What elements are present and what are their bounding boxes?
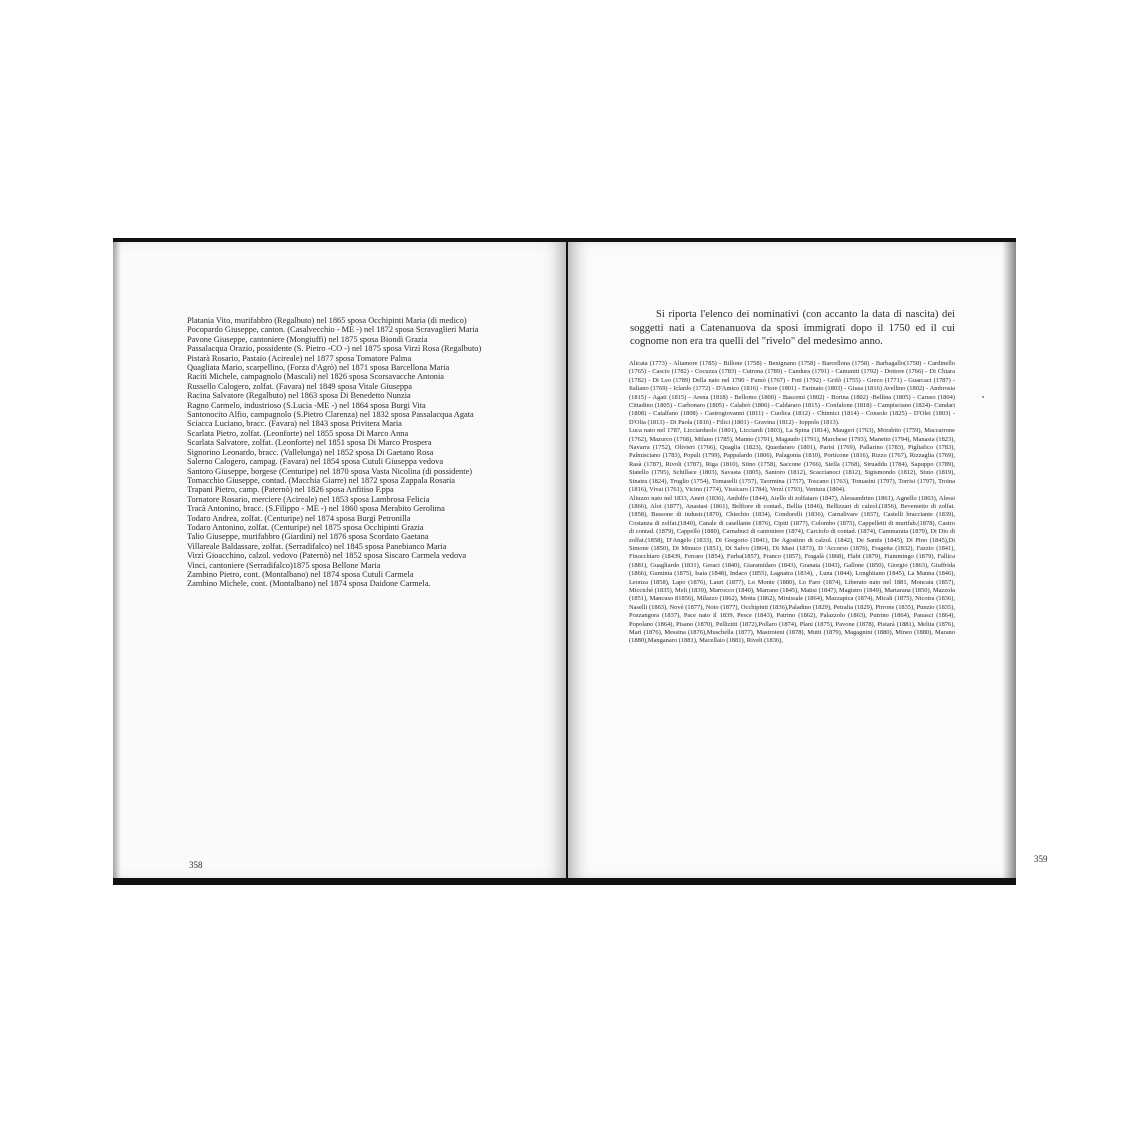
page-edge-shadow	[1002, 242, 1016, 878]
list-item: Talio Giuseppe, murifabbro (Giardini) nel 1876 sposa Scordato Gaetana	[187, 532, 429, 542]
list-item: Santonocito Alfio, campagnolo (S.Pietro Clarenza) nel 1832 sposa Passalacqua Agata	[187, 410, 474, 420]
surname-list	[629, 360, 955, 646]
book-spread	[113, 238, 1048, 885]
list-item: Tornatore Rosario, merciere (Acireale) nel 1853 sposa Lambrosa Felicia	[187, 494, 430, 504]
name-paragraph: Luca nato nel 1787, Licciarduolo (1801), Licciardi (1803), La Spina (1814), Maugeri (1763), Morabito (1759), Maccarrone (1762), Mazurco (1768), Milano (1785), Manno (1791), Magaudo (1791), Marchese (1793), Manetto (1794), Manasia (1823), Navarra (1752), Olivieri (1766), Quaglia (1823), Quardararo (1801), Parisi (1769), Pallarino (1783), Pigliafico (1783), Palmisciano (1783), Populi (1799), Pappalardo (1806), Palagonia (1810), Porticone (1816), Rizzo (1767), Rizzaglia (1769), Rasà (1787), Rivoli (1787), Riga (1810), Siino (1758), Saccone (1766), Stella (1768), Siruaddu (1784), Sapuppo (1789), Statello (1795), Schillace (1803), Savasta (1805), Santoro (1812), Scaccianoci (1812), Sigismondo (1812), Stuto (1819), Sinatra (1824), Truglio (1754), Tomaselli (1757), Taormina (1757), Toscano (1763), Tomasini (1797), Torrisi (1797), Troina (1816), Vivai (1761), Vicino (1774), Vissicaro (1784), Verzì (1793), Ventura (1804).	[629, 427, 955, 494]
left-page	[113, 242, 566, 878]
list-item: Scarlata Pietro, zolfat. (Leonforte) nel 1855 sposa Di Marco Anna	[187, 428, 409, 438]
list-item: Zambino Pietro, cont. (Montalbano) nel 1874 sposa Cutuli Carmela	[187, 569, 414, 579]
page-number-right: 359	[1034, 854, 1048, 864]
list-item: Racina Salvatore (Regalbuto) nel 1863 sposa Di Benedetto Nunzia	[187, 391, 411, 401]
list-item: Trapani Pietro, camp. (Paternò) nel 1826 sposa Anfitiso F.ppa	[187, 485, 394, 495]
list-item: Santoro Giuseppe, borgese (Centuripe) nel 1870 sposa Vasta Nicolina (di possidente)	[187, 466, 473, 476]
list-item: Raciti Michele, campagnolo (Mascali) nel 1826 sposa Scorsavacche Antonia	[187, 372, 444, 382]
list-item: Pavone Giuseppe, cantoniere (Mongiuffi) nel 1875 sposa Biondi Grazia	[187, 334, 428, 344]
list-item: Russello Calogero, zolfat. (Favara) nel 1849 sposa Vitale Giuseppa	[187, 381, 412, 391]
list-item: Todaro Andrea, zolfat. (Centuripe) nel 1874 sposa Burgì Petronilla	[187, 513, 411, 523]
list-item: Quagliata Mario, scarpellino, (Forza d'Agrò) nel 1871 sposa Barcellona Maria	[187, 363, 450, 373]
list-item: Signorino Leonardo, bracc. (Vallelunga) nel 1852 sposa Di Gaetano Rosa	[187, 447, 434, 457]
list-item: Pocopardo Giuseppe, canton. (Casalvecchio - ME -) nel 1872 sposa Scravaglieri Maria	[187, 325, 479, 335]
list-item: Vinci, cantoniere (Serradifalco)1875 sposa Bellone Maria	[187, 560, 381, 570]
name-paragraph: Alicata (1773) - Altamore (1785) - Billone (1758) - Benignano (1758) - Barcellona (1758) - Barbagallo(1758) - Cardinello (1765) - Cascio (1782) - Cocuzza (1783) - Cutrona (1789) - Candura (1791) - Camuniti (1792) - Dottore (1766) - Di Chiara (1782) - Di Leo (1789) Della nato nel 1790 - Fumò (1767) - Foti (1792) - Grifò (1755) - Greco (1771) - Guarcaci (1787) - Italiano (1769) - Iclardo (1772) - D'Amico (1816) - Fiore (1801) - Farinato (1803) - Giusa (1816) Avellino (1802) - Ambrosia (1815) - Agati (1815) - Arena (1818) - Bellomo (1800) - Bascemi (1802) - Borina (1802) -Bellina (1805) - Caruso (1804) Cittadino (1805) - Carbonaro (1805) - Calabrò (1806) - Caldararo (1815) - Confalone (1818) - Campisciano (1824)- Cundari (1808) - Catalfano (1808) - Castrogiovanni (1811) - Cuolica (1812) - Chinnici (1814) - Consolo (1825) - D'Olei (1803) - D'Olia (1813) - Di Paola (1816) - Filici (1801) - Gravina (1812) - Ioppolo (1813).	[629, 360, 955, 426]
section-heading: Si riporta l'elenco dei nominativi (con accanto la data di nascita) dei soggetti nati a Catenanuova da sposi immigrati dopo il 1750 ed il cui cognome non era tra quelli del "rivelo" del medesimo anno.	[630, 309, 955, 348]
list-item: Pistarà Rosario, Pastaio (Acireale) nel 1877 sposa Tomatore Palma	[187, 353, 412, 363]
list-item: Sciacca Luciano, bracc. (Favara) nel 1843 sposa Privitera Maria	[187, 419, 402, 429]
list-item: Virzì Gioacchino, calzol. vedovo (Paternò) nel 1852 sposa Siscaro Carmela vedova	[187, 551, 467, 561]
list-item: Villareale Baldassare, zolfat. (Serradifalco) nel 1845 sposa Panebianco Maria	[187, 541, 447, 551]
page-number-left: 358	[189, 860, 203, 870]
marriage-list	[187, 316, 509, 589]
name-paragraph: Aliuzzo nato nel 1833, Aneri (1836), Andolfo (1844), Aiello di zolfataro (1847), Alessandrino (1861), Agnello (1863), Alessi (1866), Aloi (1877), Anastasi (1861), Belfiore di contad., Bellia (1846), Bellizzari di calzol.(1856), Bevemetto di zolfat.(1858), Bussone di industr.(1870), Chiechio (1834), Condorelli (1836), Carnalivare (1837), Castelli bracciante (1839), Costanza di zolfat.(1840), Canale di casellante (1876), Cipiti (1877), Colombo (1875), Cappelletti di murifab.(1878), Castro di contad. (1879), Cappello (1880), Carnabuci di cantoniere (1874), Carciofo di contad. (1874), Cammarata (1879), Di Dio di zolfat.(1858), D'Angelo (1833), Di Gregorio (1841), De Agostino di calzol. (1842), De Santis (1845), Di Pino (1845),Di Simone (1850), Di Minuco (1851), Di Salvo (1864), Di Masi (1873), D 'Accorso (1876), Fragetta (1832), Fazzio (1841), Finocchiaro (18439, Ferraro (1854), Furba(1857), Franco (1857), Fragalà (1868), Flabi (1879), Fiammingo (1879), Fallica (1881), Guagliardo (1831), Geraci (1840), Giaramidaro (1843), Granata (1843), Gallone (1850), Giorgio (1863), Giuffrida (1866), Guminia (1875), Isaia (1848), Indaco (1855), Lagnatra (1834), , Luna (1844), Longhitano (1845), La Manna (1846), Leonza (1858), Lapo (1876), Lauri (1877), Lo Monte (1880), Lo Faro (1874), Liberato nato nel 1881, Moncata (1857), Micciché (1835), Meli (1839), Marrocco (1840), Marrano (1845), Matisi (1847), Magistro (1849), Martarana (1850), Mazzola (1851), Mancuso 81856), Milazzo (1862), Motta (1862), Minissale (1864), Mazzapica (1874), Micali (1875), Nicotra (1836), Naselli (1863), Novè (1877), Noto (1877), Occhipinti (1836),Paladino (1829), Petralia (1829), Pirrone (1835), Punzio (1835), Pozzangora (1837), Pace nato il 1839, Pesce (1843), Patrino (1862), Palazzolo (1863), Putrino (1864), Panasci (1864), Popolano (1864), Pisano (1870), Pellizitti (1872),Pollaro (1874), Plani (1875), Pavone (1878), Pistarà (1881), Melita (1876), Mari (1876), Messina (1876),Muschella (1877), Mastroieni (1878), Mutti (1879), Magagnini (1880), Mineo (1880), Marano (1880),Manganaro (1881), Macellaio (1881), Riveli (1836),	[629, 494, 955, 645]
page-edge-shadow	[113, 242, 121, 878]
scan-speck	[982, 396, 984, 398]
list-item: Platania Vito, murifabbro (Regalbuto) nel 1865 sposa Occhipinti Maria (di medico)	[187, 316, 467, 325]
list-item: Scarlata Salvatore, zolfat. (Leonforte) nel 1851 sposa Di Marco Prospera	[187, 438, 432, 448]
list-item: Todaro Antonino, zolfat. (Centuripe) nel 1875 sposa Occhipinti Grazia	[187, 522, 424, 532]
list-item: Tracà Antonino, bracc. (S.Filippo - ME -) nel 1860 sposa Merabito Gerolima	[187, 504, 445, 514]
list-item: Passalacqua Orazio, possidente (S. Pietro -CO -) nel 1875 sposa Virzì Rosa (Regalbuto)	[187, 344, 482, 354]
right-page	[568, 242, 1048, 878]
list-item: Zambino Michele, cont. (Montalbano) nel 1874 sposa Daidone Carmela.	[187, 579, 431, 589]
list-item: Ragno Carmelo, industrioso (S.Lucia -ME -) nel 1864 sposa Burgi Vita	[187, 400, 426, 410]
list-item: Salerno Calogero, campag. (Favara) nel 1854 sposa Cutuli Giuseppa vedova	[187, 457, 444, 467]
list-item: Tomacchio Giuseppe, contad. (Macchia Giarre) nel 1872 sposa Zappala Rosaria	[187, 475, 456, 485]
